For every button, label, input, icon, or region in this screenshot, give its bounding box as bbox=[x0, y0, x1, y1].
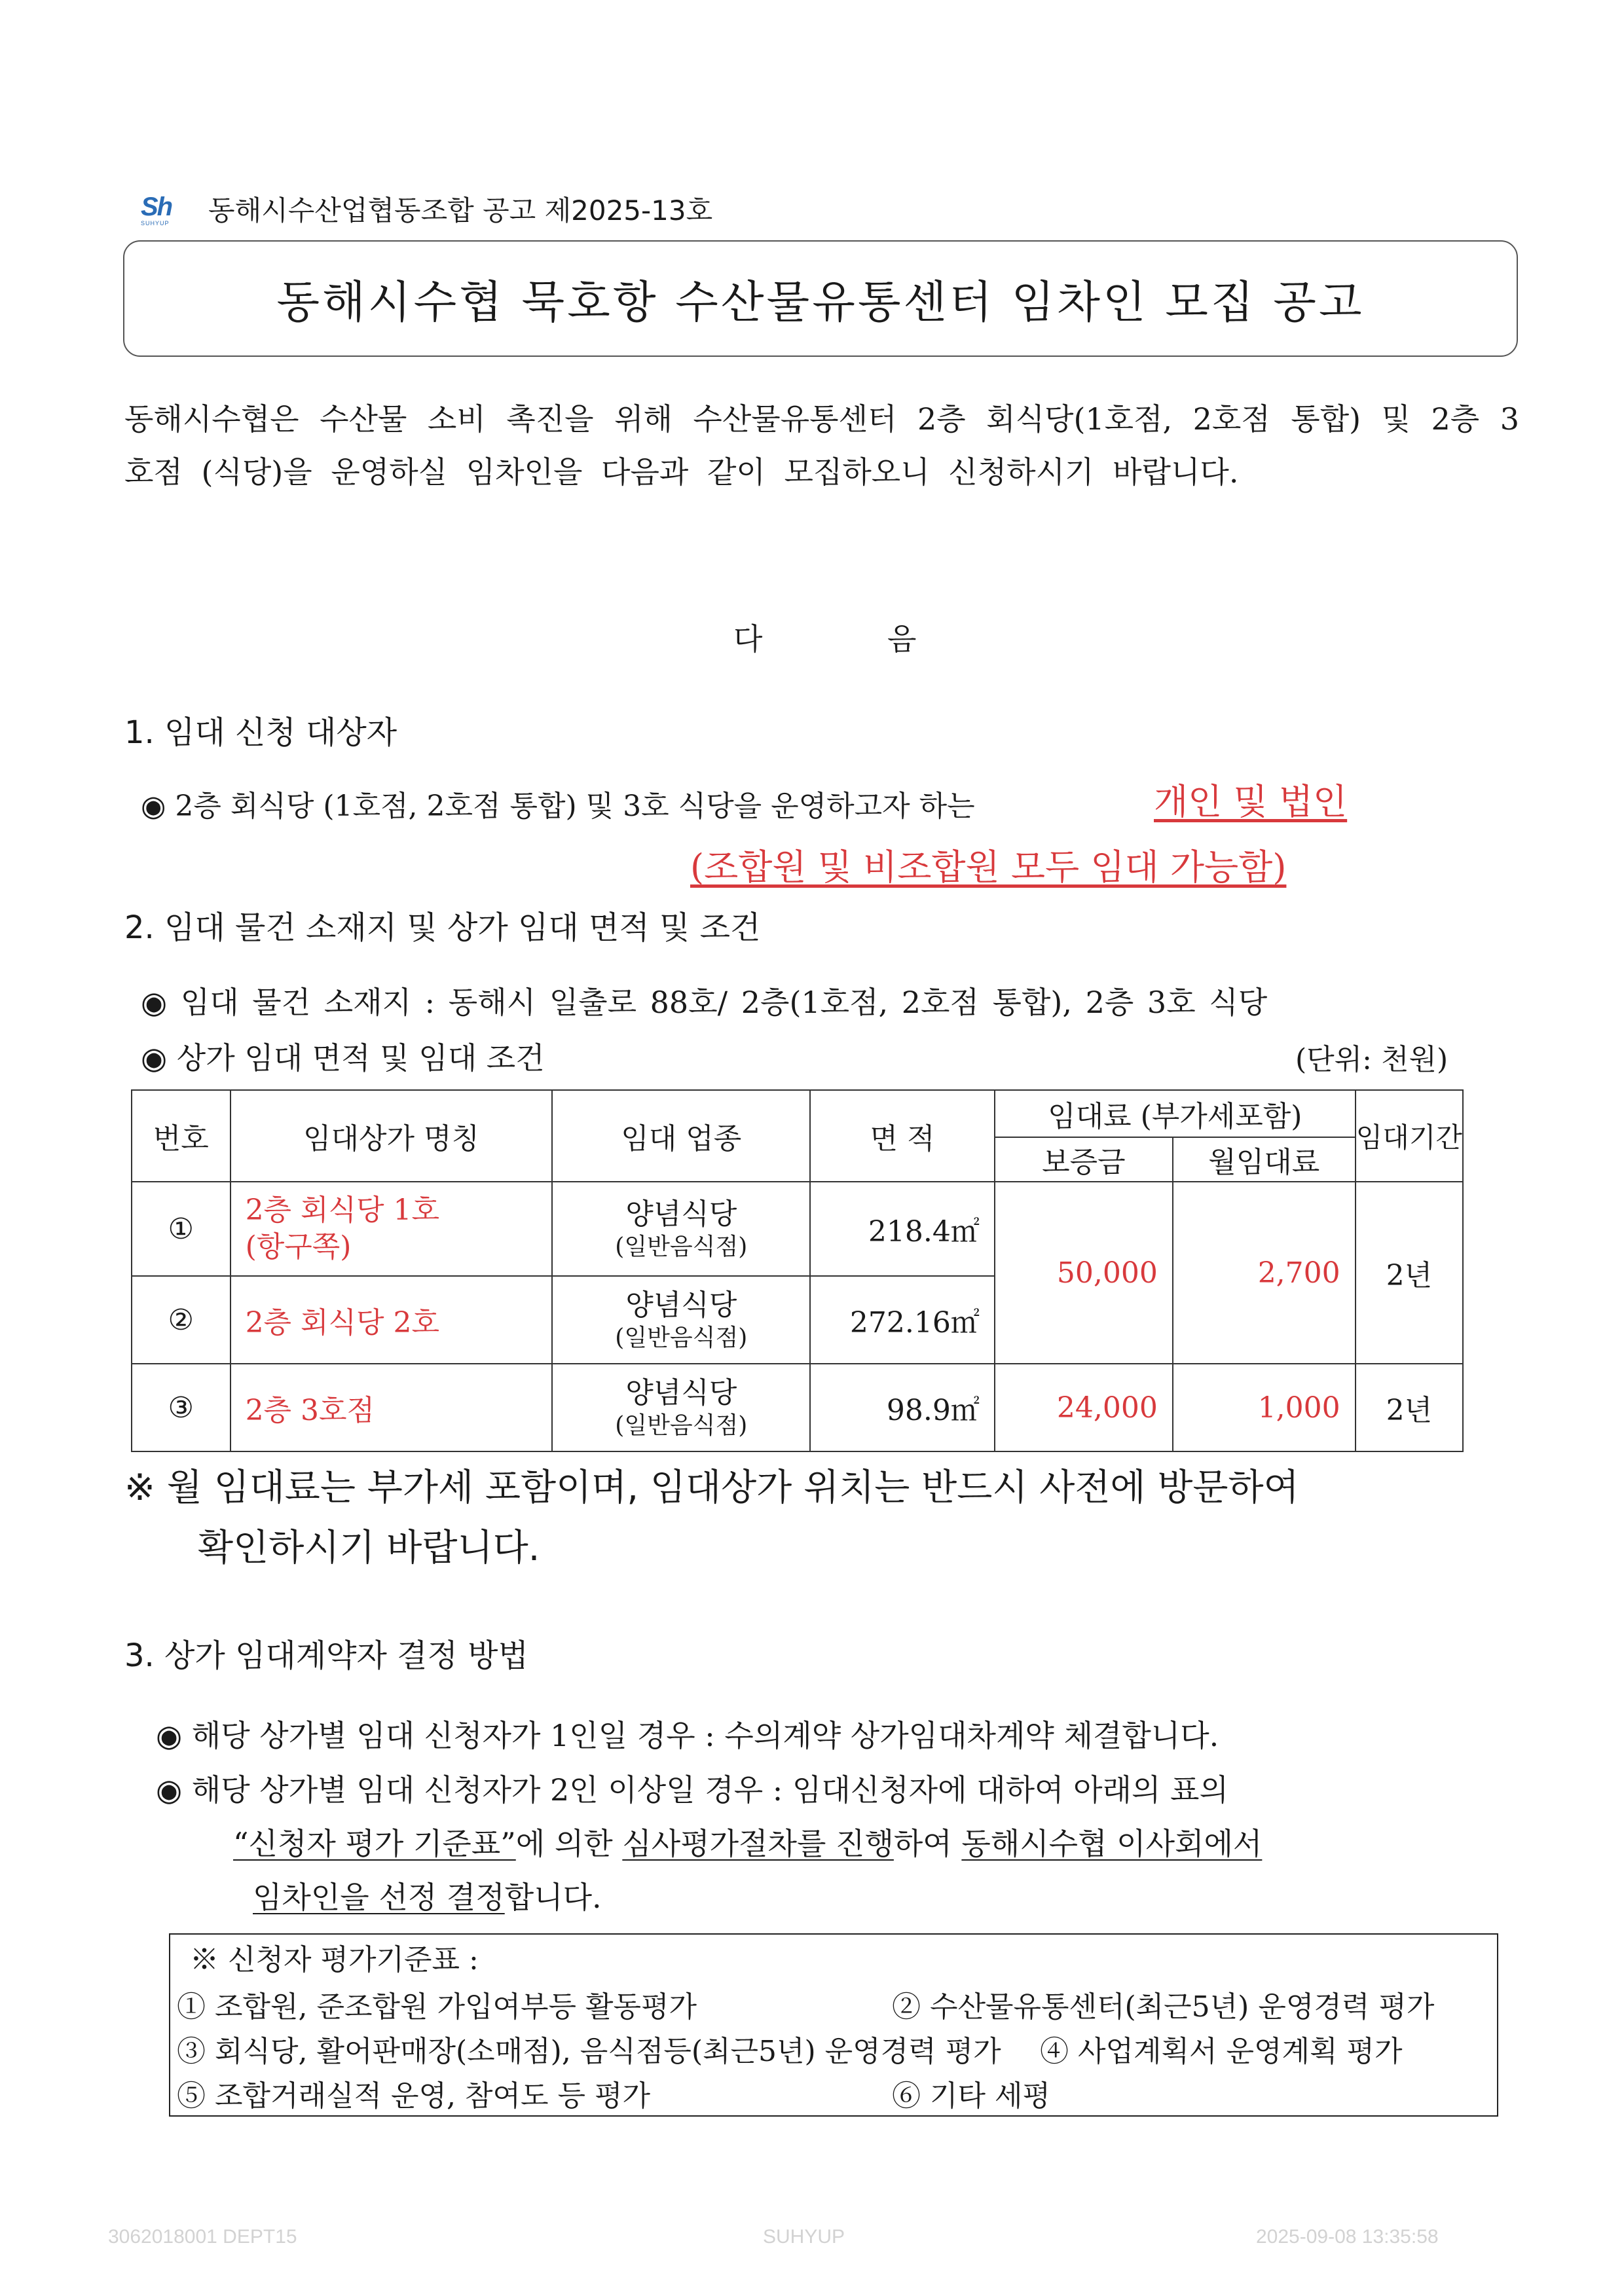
note-line-2: 확인하시기 바랍니다. bbox=[198, 1527, 540, 1569]
row-name: 2층 회식당 2호 bbox=[231, 1276, 553, 1364]
title-box bbox=[123, 240, 1518, 357]
text-fragment: 에 의한 bbox=[515, 1826, 623, 1861]
section-3-line-1: ◉ 해당 상가별 임대 신청자가 1인일 경우 : 수의계약 상가임대차계약 체결합니다. bbox=[156, 1718, 1219, 1753]
merged-period: 2년 bbox=[1356, 1182, 1463, 1364]
row-monthly: 1,000 bbox=[1173, 1364, 1356, 1451]
row-type-sub: (일반음식점) bbox=[615, 1233, 748, 1260]
section-2-title: 2. 임대 물건 소재지 및 상가 임대 면적 및 조건 bbox=[124, 909, 761, 946]
header-rent: 임대료 (부가세포함) bbox=[995, 1090, 1356, 1137]
footer-dept: 3062018001 DEPT15 bbox=[108, 2226, 297, 2248]
table-header-row bbox=[132, 1090, 1463, 1137]
section-1-text: ◉ 2층 회식당 (1호점, 2호점 통합) 및 3호 식당을 운영하고자 하는 bbox=[141, 790, 975, 823]
footer-timestamp: 2025-09-08 13:35:58 bbox=[1256, 2226, 1439, 2248]
review-process: 심사평가절차를 진행 bbox=[622, 1826, 894, 1861]
row-type bbox=[552, 1182, 810, 1276]
header-area: 면 적 bbox=[810, 1090, 995, 1182]
merged-monthly: 2,700 bbox=[1173, 1182, 1356, 1364]
row-type-main: 양념식당 bbox=[625, 1376, 737, 1410]
row-type-sub: (일반음식점) bbox=[615, 1412, 748, 1439]
section-3-title: 3. 상가 임대계약자 결정 방법 bbox=[124, 1637, 528, 1674]
header-deposit: 보증금 bbox=[995, 1137, 1173, 1182]
row-name: 2층 3호점 bbox=[231, 1364, 553, 1451]
location-line: ◉ 임대 물건 소재지 : 동해시 일출로 88호/ 2층(1호점, 2호점 통합), 2층 3호 식당 bbox=[141, 985, 1268, 1020]
unit-label: (단위: 천원) bbox=[1295, 1043, 1449, 1076]
row-no: ② bbox=[132, 1276, 231, 1364]
criteria-reference: “신청자 평가 기준표” bbox=[233, 1826, 516, 1861]
row-name-sub: (항구쪽) bbox=[245, 1230, 352, 1264]
row-no: ① bbox=[132, 1182, 231, 1276]
intro-paragraph: 동해시수협은 수산물 소비 촉진을 위해 수산물유통센터 2층 회식당(1호점, 2호점 통합) 및 2층 3호점 (식당)을 운영하실 임차인을 다음과 같이 모집하오니 신청하시기 바랍니다. bbox=[124, 401, 1519, 490]
criteria-title: ※ 신청자 평가기준표 : bbox=[190, 1943, 479, 1977]
row-type-main: 양념식당 bbox=[625, 1197, 737, 1231]
logo-subtext: SUHYUP bbox=[141, 220, 170, 227]
footer-brand: SUHYUP bbox=[763, 2226, 845, 2248]
table-row bbox=[132, 1364, 1463, 1451]
row-area: 218.4㎡ bbox=[810, 1182, 995, 1276]
row-deposit: 24,000 bbox=[995, 1364, 1173, 1451]
header-no: 번호 bbox=[132, 1090, 231, 1182]
text-fragment: 합니다. bbox=[504, 1880, 602, 1915]
section-3-line-3 bbox=[233, 1820, 1262, 1863]
row-type-sub: (일반음식점) bbox=[615, 1324, 748, 1351]
row-type bbox=[552, 1364, 810, 1451]
header-type: 임대 업종 bbox=[552, 1090, 810, 1182]
merged-deposit: 50,000 bbox=[995, 1182, 1173, 1364]
logo-mark: Sh bbox=[141, 192, 172, 221]
area-conditions-line: ◉ 상가 임대 면적 및 임대 조건 bbox=[141, 1040, 545, 1076]
note-line-1: ※ 월 임대료는 부가세 포함이며, 임대상가 위치는 반드시 사전에 방문하여 bbox=[124, 1467, 1299, 1509]
section-1-title: 1. 임대 신청 대상자 bbox=[124, 714, 397, 751]
row-name-main: 2층 회식당 1호 bbox=[245, 1194, 440, 1227]
row-area: 98.9㎡ bbox=[810, 1364, 995, 1451]
board-reference: 동해시수협 이사회에서 bbox=[961, 1826, 1263, 1861]
row-area: 272.16㎡ bbox=[810, 1276, 995, 1364]
section-3-line-2: ◉ 해당 상가별 임대 신청자가 2인 이상일 경우 : 임대신청자에 대하여 아래의 표의 bbox=[156, 1772, 1228, 1808]
text-fragment: 하여 bbox=[893, 1826, 962, 1861]
row-type bbox=[552, 1276, 810, 1364]
row-name bbox=[231, 1182, 553, 1276]
header-name: 임대상가 명칭 bbox=[231, 1090, 553, 1182]
notice-number: 동해시수산업협동조합 공고 제2025-13호 bbox=[208, 194, 713, 227]
section-3-line-4 bbox=[253, 1874, 602, 1917]
criteria-item: ③ 회식당, 활어판매장(소매점), 음식점등(최근5년) 운영경력 평가 bbox=[177, 2035, 1001, 2068]
tenant-selection: 임차인을 선정 결정 bbox=[253, 1880, 505, 1915]
section-1-highlight-note: (조합원 및 비조합원 모두 임대 가능함) bbox=[690, 847, 1287, 888]
header-period: 임대기간 bbox=[1356, 1090, 1463, 1182]
criteria-item: ② 수산물유통센터(최근5년) 운영경력 평가 bbox=[892, 1990, 1435, 2024]
suhyup-logo bbox=[141, 194, 180, 227]
criteria-item: ④ 사업계획서 운영계획 평가 bbox=[1040, 2035, 1403, 2068]
row-type-main: 양념식당 bbox=[625, 1288, 737, 1322]
table-row bbox=[132, 1182, 1463, 1276]
row-no: ③ bbox=[132, 1364, 231, 1451]
heading-da: 다 bbox=[733, 621, 763, 657]
criteria-item: ⑤ 조합거래실적 운영, 참여도 등 평가 bbox=[177, 2079, 650, 2113]
document-title: 동해시수협 묵호항 수산물유통센터 임차인 모집 공고 bbox=[276, 276, 1365, 329]
section-1-highlight: 개인 및 법인 bbox=[1154, 781, 1348, 822]
row-period: 2년 bbox=[1356, 1364, 1463, 1451]
criteria-item: ① 조합원, 준조합원 가입여부등 활동평가 bbox=[177, 1990, 697, 2024]
heading-eum: 음 bbox=[887, 621, 917, 657]
header-monthly: 월임대료 bbox=[1173, 1137, 1356, 1182]
criteria-item: ⑥ 기타 세평 bbox=[892, 2079, 1050, 2113]
rent-table bbox=[131, 1089, 1464, 1452]
